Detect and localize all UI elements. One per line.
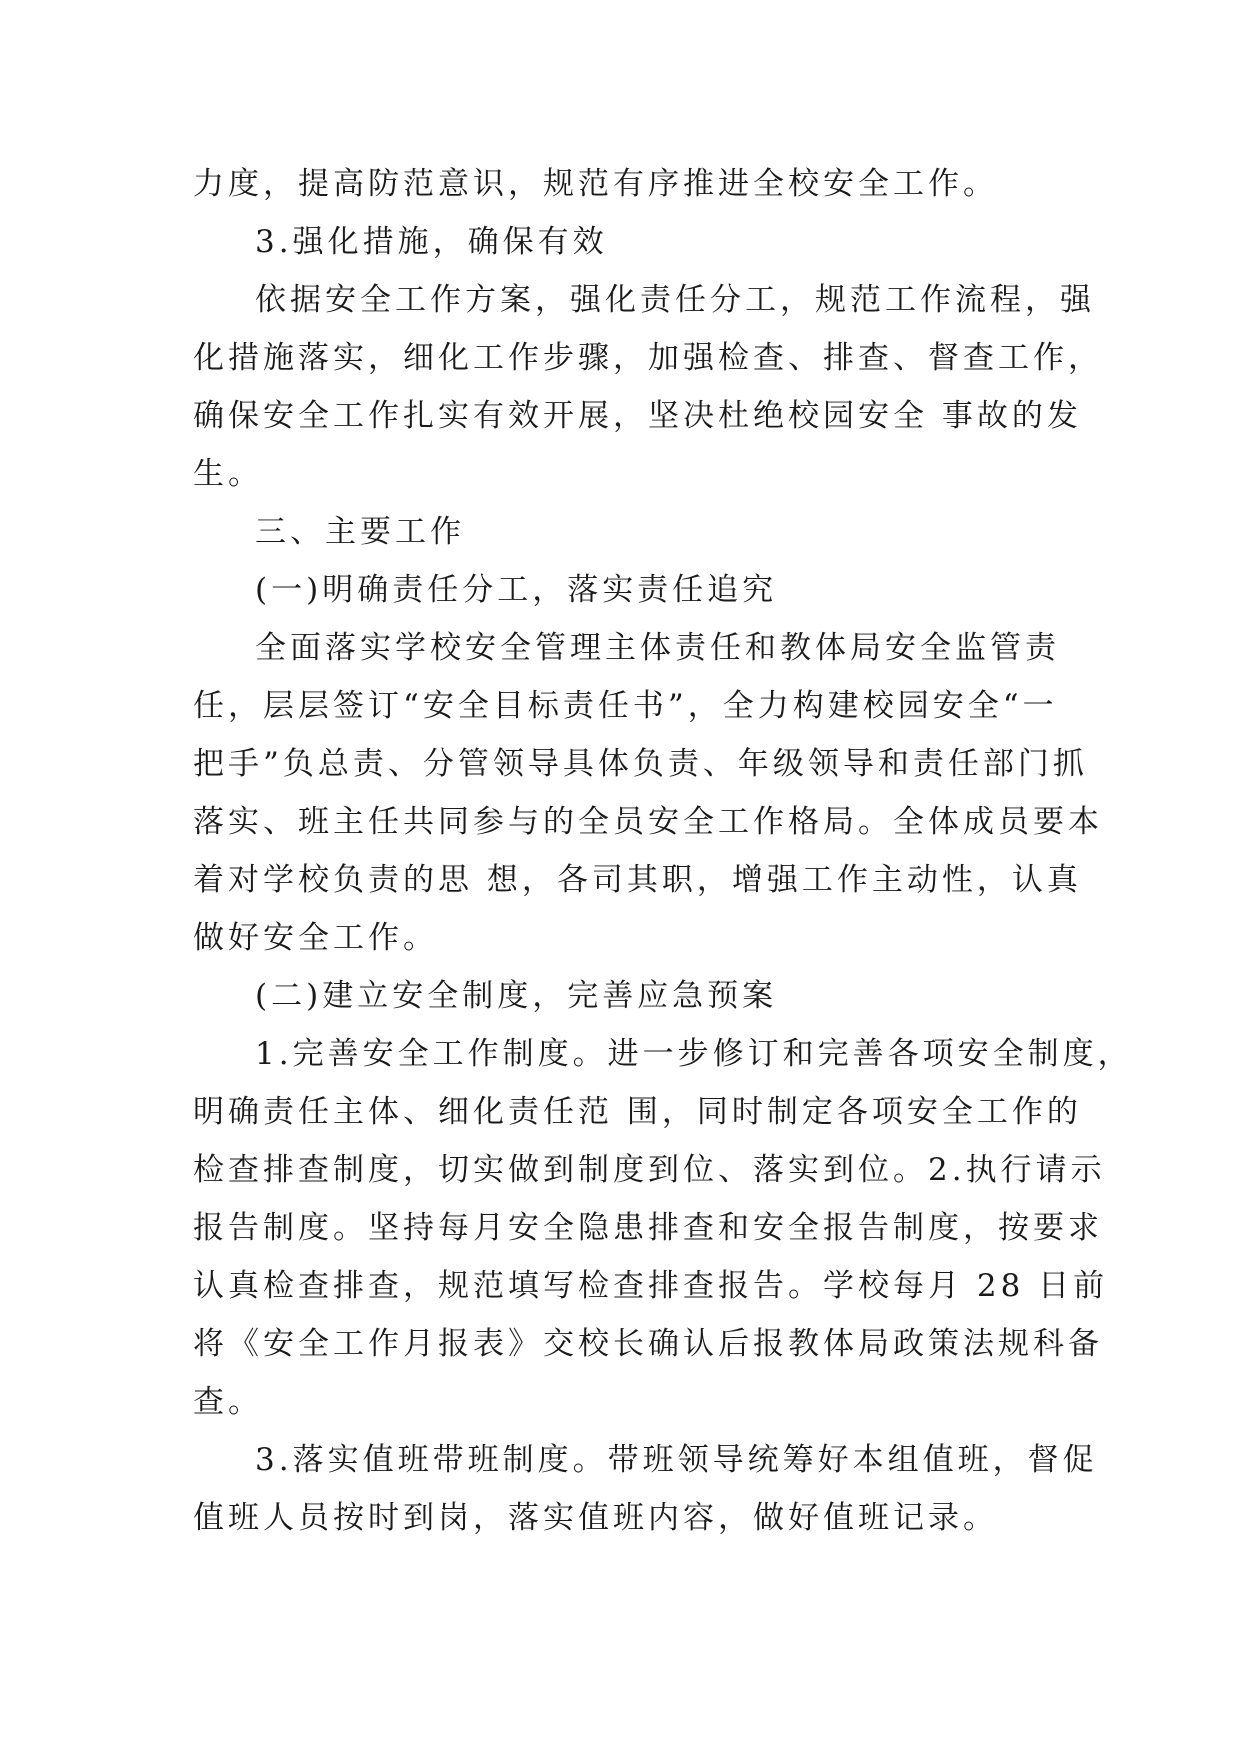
text-line: 认真检查排查，规范填写检查排查报告。学校每月 28 日前 (193, 1268, 1109, 1304)
text-line: 查。 (193, 1384, 263, 1420)
text-line: 报告制度。坚持每月安全隐患排查和安全报告制度，按要求 (193, 1210, 1103, 1246)
section-heading: 3.强化措施，确保有效 (255, 224, 608, 260)
section-heading: 三、主要工作 (255, 514, 465, 550)
text-line: 化措施落实，细化工作步骤，加强检查、排查、督查工作， (193, 340, 1103, 376)
text-line: 明确责任主体、细化责任范 围，同时制定各项安全工作的 (193, 1094, 1082, 1130)
text-line: 做好安全工作。 (193, 920, 438, 956)
document-body (193, 155, 1133, 1547)
text-line: 依据安全工作方案，强化责任分工，规范工作流程，强 (255, 282, 1095, 318)
text-line: 值班人员按时到岗，落实值班内容，做好值班记录。 (193, 1500, 998, 1536)
text-line: 生。 (193, 456, 263, 492)
text-line: 着对学校负责的思 想，各司其职，增强工作主动性，认真 (193, 862, 1082, 898)
text-line: 确保安全工作扎实有效开展，坚决杜绝校园安全 事故的发 (193, 398, 1082, 434)
section-heading: (二)建立安全制度，完善应急预案 (255, 978, 778, 1014)
text-line: 检查排查制度，切实做到制度到位、落实到位。2.执行请示 (193, 1152, 1106, 1188)
text-line: 力度，提高防范意识，规范有序推进全校安全工作。 (193, 166, 998, 202)
text-line: 1.完善安全工作制度。进一步修订和完善各项安全制度， (255, 1036, 1133, 1072)
text-line: 全面落实学校安全管理主体责任和教体局安全监管责 (255, 630, 1060, 666)
text-line: 把手”负总责、分管领导具体负责、年级领导和责任部门抓 (193, 746, 1088, 782)
text-line: 将《安全工作月报表》交校长确认后报教体局政策法规科备 (193, 1326, 1103, 1362)
text-line: 任，层层签订“安全目标责任书”，全力构建校园安全“一 (193, 688, 1058, 724)
section-heading: (一)明确责任分工，落实责任追究 (255, 572, 778, 608)
text-line: 3.落实值班带班制度。带班领导统筹好本组值班，督促 (255, 1442, 1098, 1478)
text-line: 落实、班主任共同参与的全员安全工作格局。全体成员要本 (193, 804, 1103, 840)
